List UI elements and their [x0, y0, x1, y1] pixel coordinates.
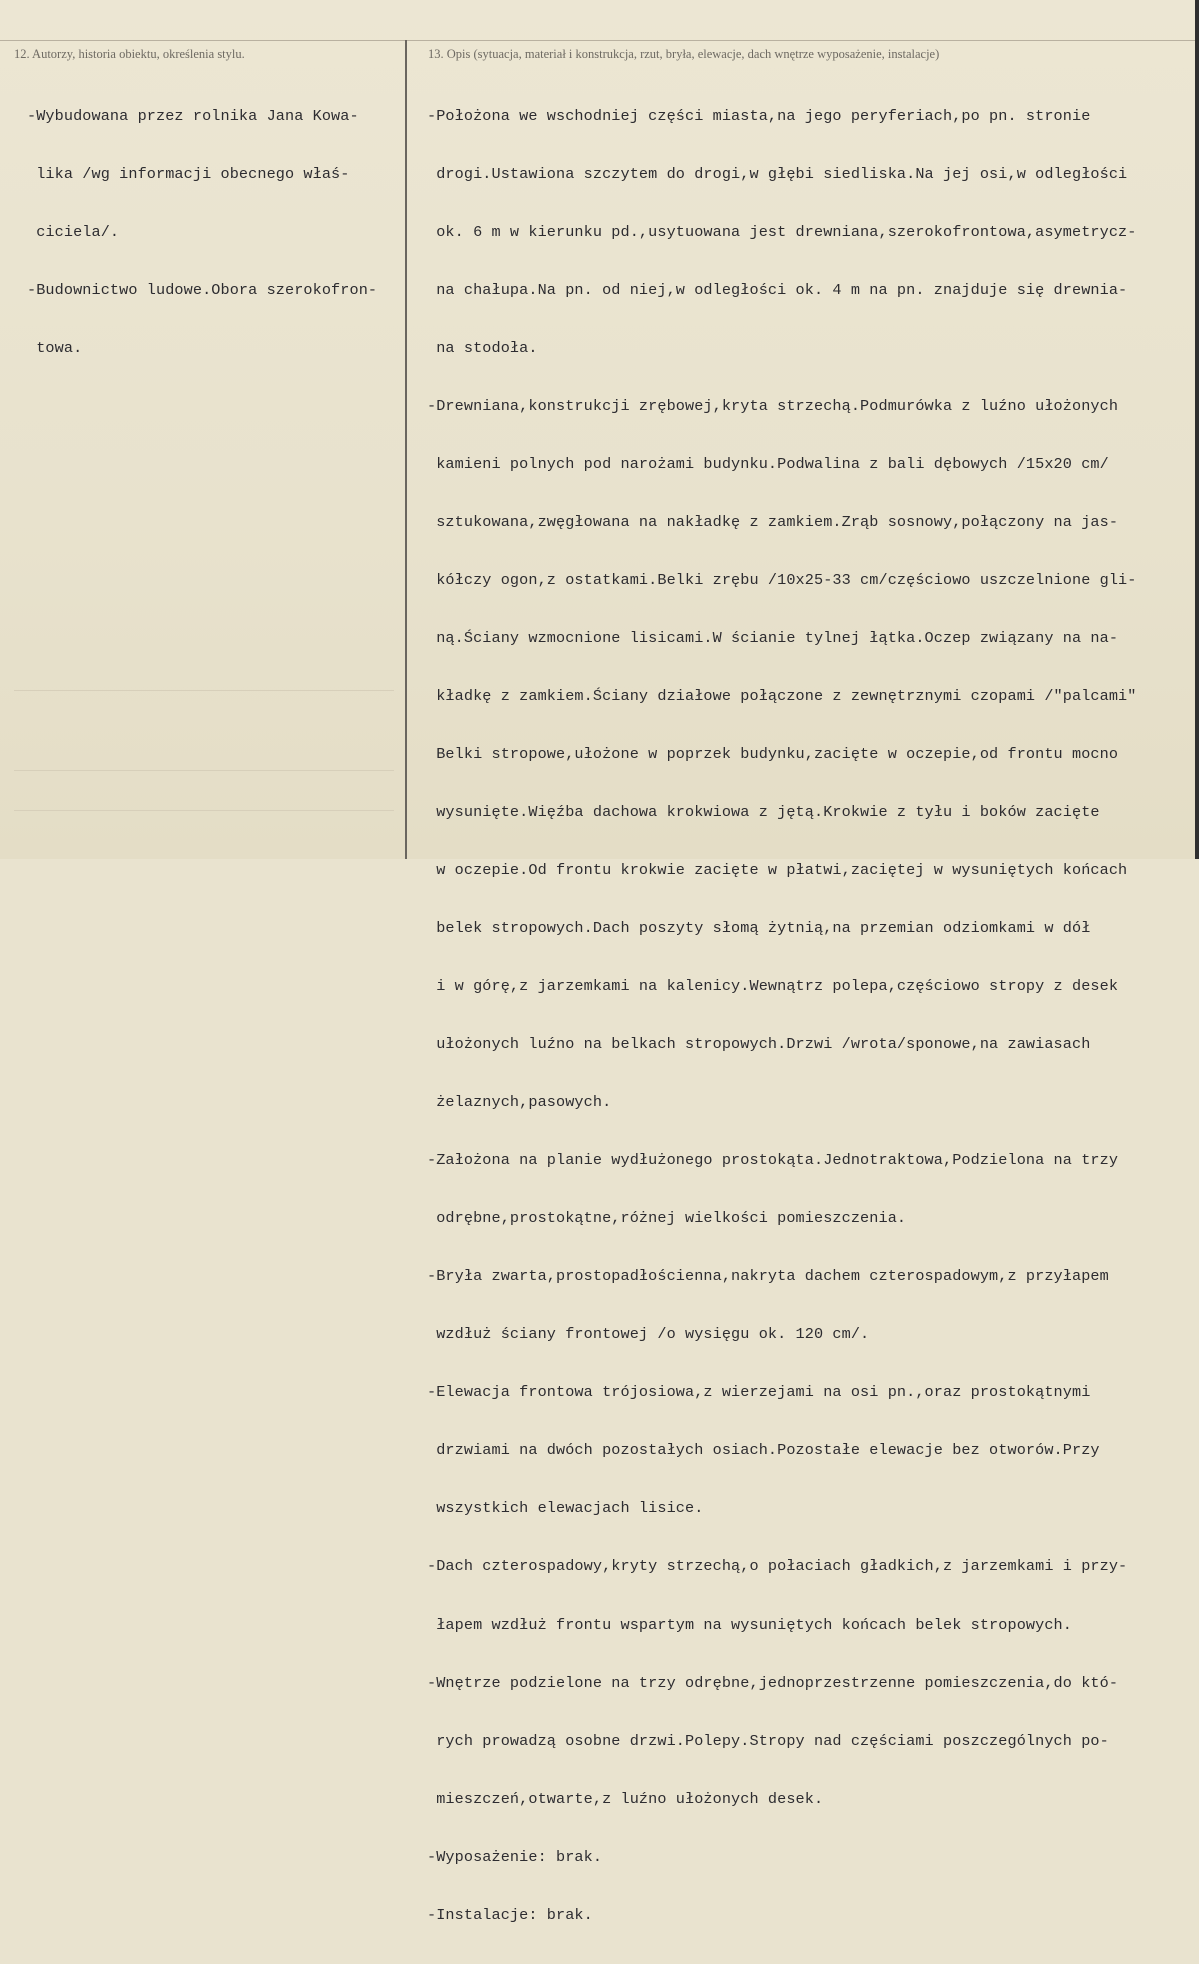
faint-ruled-line [14, 810, 394, 811]
faint-ruled-line [14, 770, 394, 771]
text-line: -Budownictwo ludowe.Obora szerokofron- [27, 280, 378, 299]
text-line: ułożonych luźno na belkach stropowych.Drzwi /wrota/sponowe,na zawiasach [427, 1035, 1091, 1054]
text-line: -Drewniana,konstrukcji zrębowej,kryta strzechą.Podmurówka z luźno ułożonych [427, 396, 1119, 415]
text-line: -Bryła zwarta,prostopadłościenna,nakryta dachem czterospadowym,z przyłapem [427, 1267, 1109, 1286]
text-line: -Dach czterospadowy,kryty strzechą,o połaciach gładkich,z jarzemkami i przy- [427, 1557, 1128, 1576]
text-line: i w górę,z jarzemkami na kalenicy.Wewnątrz polepa,częściowo stropy z desek [427, 977, 1119, 996]
text-line: żelaznych,pasowych. [427, 1093, 612, 1112]
text-line: -Położona we wschodniej części miasta,na jego peryferiach,po pn. stronie [427, 106, 1091, 125]
text-line: łapem wzdłuż frontu wspartym na wysuniętych końcach belek stropowych. [427, 1615, 1072, 1634]
text-line: Belki stropowe,ułożone w poprzek budynku,zacięte w oczepie,od frontu mocno [427, 745, 1119, 764]
text-line: wszystkich elewacjach lisice. [427, 1499, 704, 1518]
text-line: kamieni polnych pod narożami budynku.Podwalina z bali dębowych /15x20 cm/ [427, 454, 1109, 473]
text-line: ciciela/. [27, 222, 120, 241]
text-line: w oczepie.Od frontu krokwie zacięte w płatwi,zaciętej w wysuniętych końcach [427, 861, 1128, 880]
text-line: -Wyposażenie: brak. [427, 1847, 603, 1866]
text-line: -Założona na planie wydłużonego prostokąta.Jednotraktowa,Podzielona na trzy [427, 1151, 1119, 1170]
text-line: kładkę z zamkiem.Ściany działowe połączone z zewnętrznymi czopami /"palcami" [427, 687, 1137, 705]
text-line: belek stropowych.Dach poszyty słomą żytnią,na przemian odziomkami w dół [427, 919, 1091, 938]
section-13-text [427, 68, 1136, 1964]
text-line: na chałupa.Na pn. od niej,w odległości ok. 4 m na pn. znajduje się drewnia- [427, 280, 1128, 299]
text-line: rych prowadzą osobne drzwi.Polepy.Stropy nad częściami poszczególnych po- [427, 1731, 1109, 1750]
text-line: wysunięte.Więźba dachowa krokwiowa z jętą.Krokwie z tyłu i boków zacięte [427, 803, 1100, 822]
text-line: -Instalacje: brak. [427, 1905, 593, 1924]
header-rule [0, 40, 1199, 41]
text-line: wzdłuż ściany frontowej /o wysięgu ok. 120 cm/. [427, 1325, 870, 1344]
text-line: -Wnętrze podzielone na trzy odrębne,jednoprzestrzenne pomieszczenia,do któ- [427, 1673, 1119, 1692]
text-line: ną.Ściany wzmocnione lisicami.W ścianie tylnej łątka.Oczep związany na na- [427, 628, 1119, 647]
text-line: na stodoła. [427, 338, 538, 357]
text-line: -Wybudowana przez rolnika Jana Kowa- [27, 106, 359, 125]
text-line: -Elewacja frontowa trójosiowa,z wierzejami na osi pn.,oraz prostokątnymi [427, 1383, 1091, 1402]
text-line: kółczy ogon,z ostatkami.Belki zrębu /10x25-33 cm/częściowo uszczelnione gli- [427, 570, 1137, 589]
section-13-header: 13. Opis (sytuacja, materiał i konstrukcja, rzut, bryła, elewacje, dach wnętrze wyposażenie, instalacje) [428, 47, 940, 61]
section-12-header: 12. Autorzy, historia obiektu, określenia stylu. [14, 47, 245, 61]
text-line: odrębne,prostokątne,różnej wielkości pomieszczenia. [427, 1209, 907, 1228]
scan-edge [1195, 0, 1199, 859]
text-line: towa. [27, 338, 83, 357]
text-line: ok. 6 m w kierunku pd.,usytuowana jest drewniana,szerokofrontowa,asymetrycz- [427, 222, 1137, 241]
faint-ruled-line [14, 690, 394, 691]
text-line: drzwiami na dwóch pozostałych osiach.Pozostałe elewacje bez otworów.Przy [427, 1441, 1100, 1460]
text-line: lika /wg informacji obecnego właś- [27, 164, 350, 183]
text-line: sztukowana,zwęgłowana na nakładkę z zamkiem.Zrąb sosnowy,połączony na jas- [427, 512, 1119, 531]
text-line: drogi.Ustawiona szczytem do drogi,w głębi siedliska.Na jej osi,w odległości [427, 164, 1128, 183]
column-divider [405, 40, 407, 859]
section-12-text [27, 68, 377, 397]
text-line: mieszczeń,otwarte,z luźno ułożonych desek. [427, 1789, 824, 1808]
